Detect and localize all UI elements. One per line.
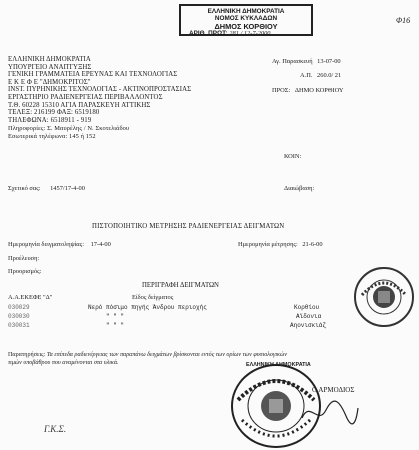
signature-mark — [300, 398, 360, 433]
ref-row — [300, 72, 341, 79]
letterhead-line: INST. ΠΥΡΗΝΙΚΗΣ ΤΕΧΝΟΛΟΓΙΑΣ - ΑΚΤΙΝΟΠΡΟΣΤΑΣΙΑΣ — [8, 86, 192, 94]
table-row — [8, 322, 30, 329]
seal-text: ΕΛΛΗΝΙΚΗ ΔΗΜΟΚΡΑΤΙΑ — [246, 362, 311, 368]
phone-line: Εσωτερικά τηλέφωνα: 145 ή 152 — [8, 132, 96, 140]
sample-id: 030031 — [8, 322, 30, 329]
stamp-line-3: ΔΗΜΟΣ ΚΟΡΘΙΟΥ — [214, 21, 278, 31]
sampling-value: 17-4-00 — [90, 241, 111, 248]
receiver-label: Διαιώβαση: — [284, 185, 315, 192]
letterhead-line: ΕΛΛΗΝΙΚΗ ΔΗΜΟΚΡΑΤΙΑ — [8, 56, 91, 63]
to-label: ΠΡΟΣ: — [272, 87, 291, 94]
remarks-text-2: τιμών υποβάθρου που αναμένονται στα υλικά. — [8, 360, 119, 366]
date-row — [272, 58, 341, 65]
related-label: Σχετικό σας: — [8, 185, 41, 192]
letterhead-line: Ε Κ Ε Φ Ε "ΔΗΜΟΚΡΙΤΟΣ" — [8, 78, 91, 86]
stamp-protocol-value: 281 / 12-7-2000 — [229, 30, 271, 38]
sample-place: Κορθίου — [294, 304, 320, 311]
official-seal-small — [352, 265, 416, 329]
sampling-row — [8, 241, 111, 248]
to-row — [272, 87, 344, 94]
sample-id: 030030 — [8, 313, 30, 320]
sample-type: " " " — [106, 322, 125, 329]
letterhead-line: ΥΠΟΥΡΓΕΙΟ ΑΝΑΠΤΥΞΗΣ — [8, 63, 92, 71]
col-type-header: Είδος δείγματος — [132, 294, 174, 301]
date-label: Αγ. Παρασκευή — [272, 58, 313, 65]
stamp-line-2: ΝΟΜΟΣ ΚΥΚΛΑΔΩΝ — [214, 15, 278, 23]
related-row — [8, 185, 85, 192]
table-row — [8, 313, 30, 320]
stamp-protocol-label: ΑΡΙΘ. ΠΡΩΤ: — [189, 30, 228, 38]
remarks-row — [8, 352, 287, 359]
origin-label: Προέλευση: — [8, 255, 40, 262]
remarks-label: Παρατηρήσεις: — [8, 352, 46, 358]
letterhead-line: ΤΗΛΕΦΩΝΑ: 6518911 - 919 — [8, 116, 92, 124]
table-row — [8, 304, 30, 311]
certificate-title: ΠΙΣΤΟΠΟΙΗΤΙΚΟ ΜΕΤΡΗΣΗΣ ΡΑΔΙΕΝΕΡΓΕΙΑΣ ΔΕΙΓΜΑΤΩΝ — [92, 223, 285, 230]
stamp-line-1: ΕΛΛΗΝΙΚΗ ΔΗΜΟΚΡΑΤΙΑ — [207, 8, 285, 15]
to-value: ΔΗΜΟ ΚΟΡΘΙΟΥ — [294, 87, 344, 94]
measurement-row — [238, 241, 323, 248]
samples-title: ΠΕΡΙΓΡΑΦΗ ΔΕΙΓΜΑΤΩΝ — [142, 282, 219, 289]
letterhead — [8, 56, 191, 140]
sample-place: Αηονισκιάζ — [290, 322, 327, 329]
remarks-text: Τα επίπεδα ραδιενέργειας των παραπάνω δειγμάτων βρίσκονται εντός των ορίων των φυσιολογικών — [46, 352, 287, 358]
sample-id: 030029 — [8, 304, 30, 311]
letterhead-line: ΤΕΛΕΞ: 216199 ΦΑΞ: 6519180 — [8, 109, 100, 117]
ref-value: 260.0/ 21 — [317, 72, 342, 79]
sample-place: Αϊδονια — [296, 313, 322, 320]
corner-note: Φ16 — [396, 16, 411, 25]
purpose-label: Προορισμός: — [8, 268, 42, 275]
sample-type: " " " — [106, 313, 125, 320]
signature-label: Ο ΑΡΜΟΔΙΟΣ — [312, 386, 355, 394]
received-stamp — [179, 4, 313, 36]
col-id-header: Α.Α.ΕΚΕΦΕ "Δ" — [8, 294, 53, 301]
sampling-label: Ημερομηνία δειγματοληψίας: — [8, 241, 84, 248]
stamp-protocol — [181, 30, 311, 37]
related-value: 1457/17-4-00 — [50, 185, 85, 192]
info-line: Πληροφορίες: Σ. Μαυρέλης / Ν. Σκοτελιάδου — [8, 125, 130, 133]
ref-label: Α.Π. — [300, 72, 313, 79]
date-value: 13-07-00 — [317, 58, 341, 65]
initials: Γ.Κ.Σ. — [44, 424, 67, 434]
measurement-label: Ημερομηνία μέτρησης: — [238, 241, 298, 248]
letterhead-line: ΕΡΓΑΣΤΗΡΙΟ ΡΑΔΙΕΝΕΡΓΕΙΑΣ ΠΕΡΙΒΑΛΛΟΝΤΟΣ — [8, 93, 163, 101]
measurement-value: 21-6-00 — [302, 241, 323, 248]
sample-type: Νερό πόσιμο πηγής Άνδρου περιοχής — [88, 304, 207, 311]
koin-label: ΚΟΙΝ: — [284, 153, 302, 160]
letterhead-line: Τ.Θ. 60228 15310 ΑΓΙΑ ΠΑΡΑΣΚΕΥΗ ΑΤΤΙΚΗΣ — [8, 101, 151, 109]
letterhead-line: ΓΕΝΙΚΗ ΓΡΑΜΜΑΤΕΙΑ ΕΡΕΥΝΑΣ ΚΑΙ ΤΕΧΝΟΛΟΓΙΑΣ — [8, 71, 178, 79]
